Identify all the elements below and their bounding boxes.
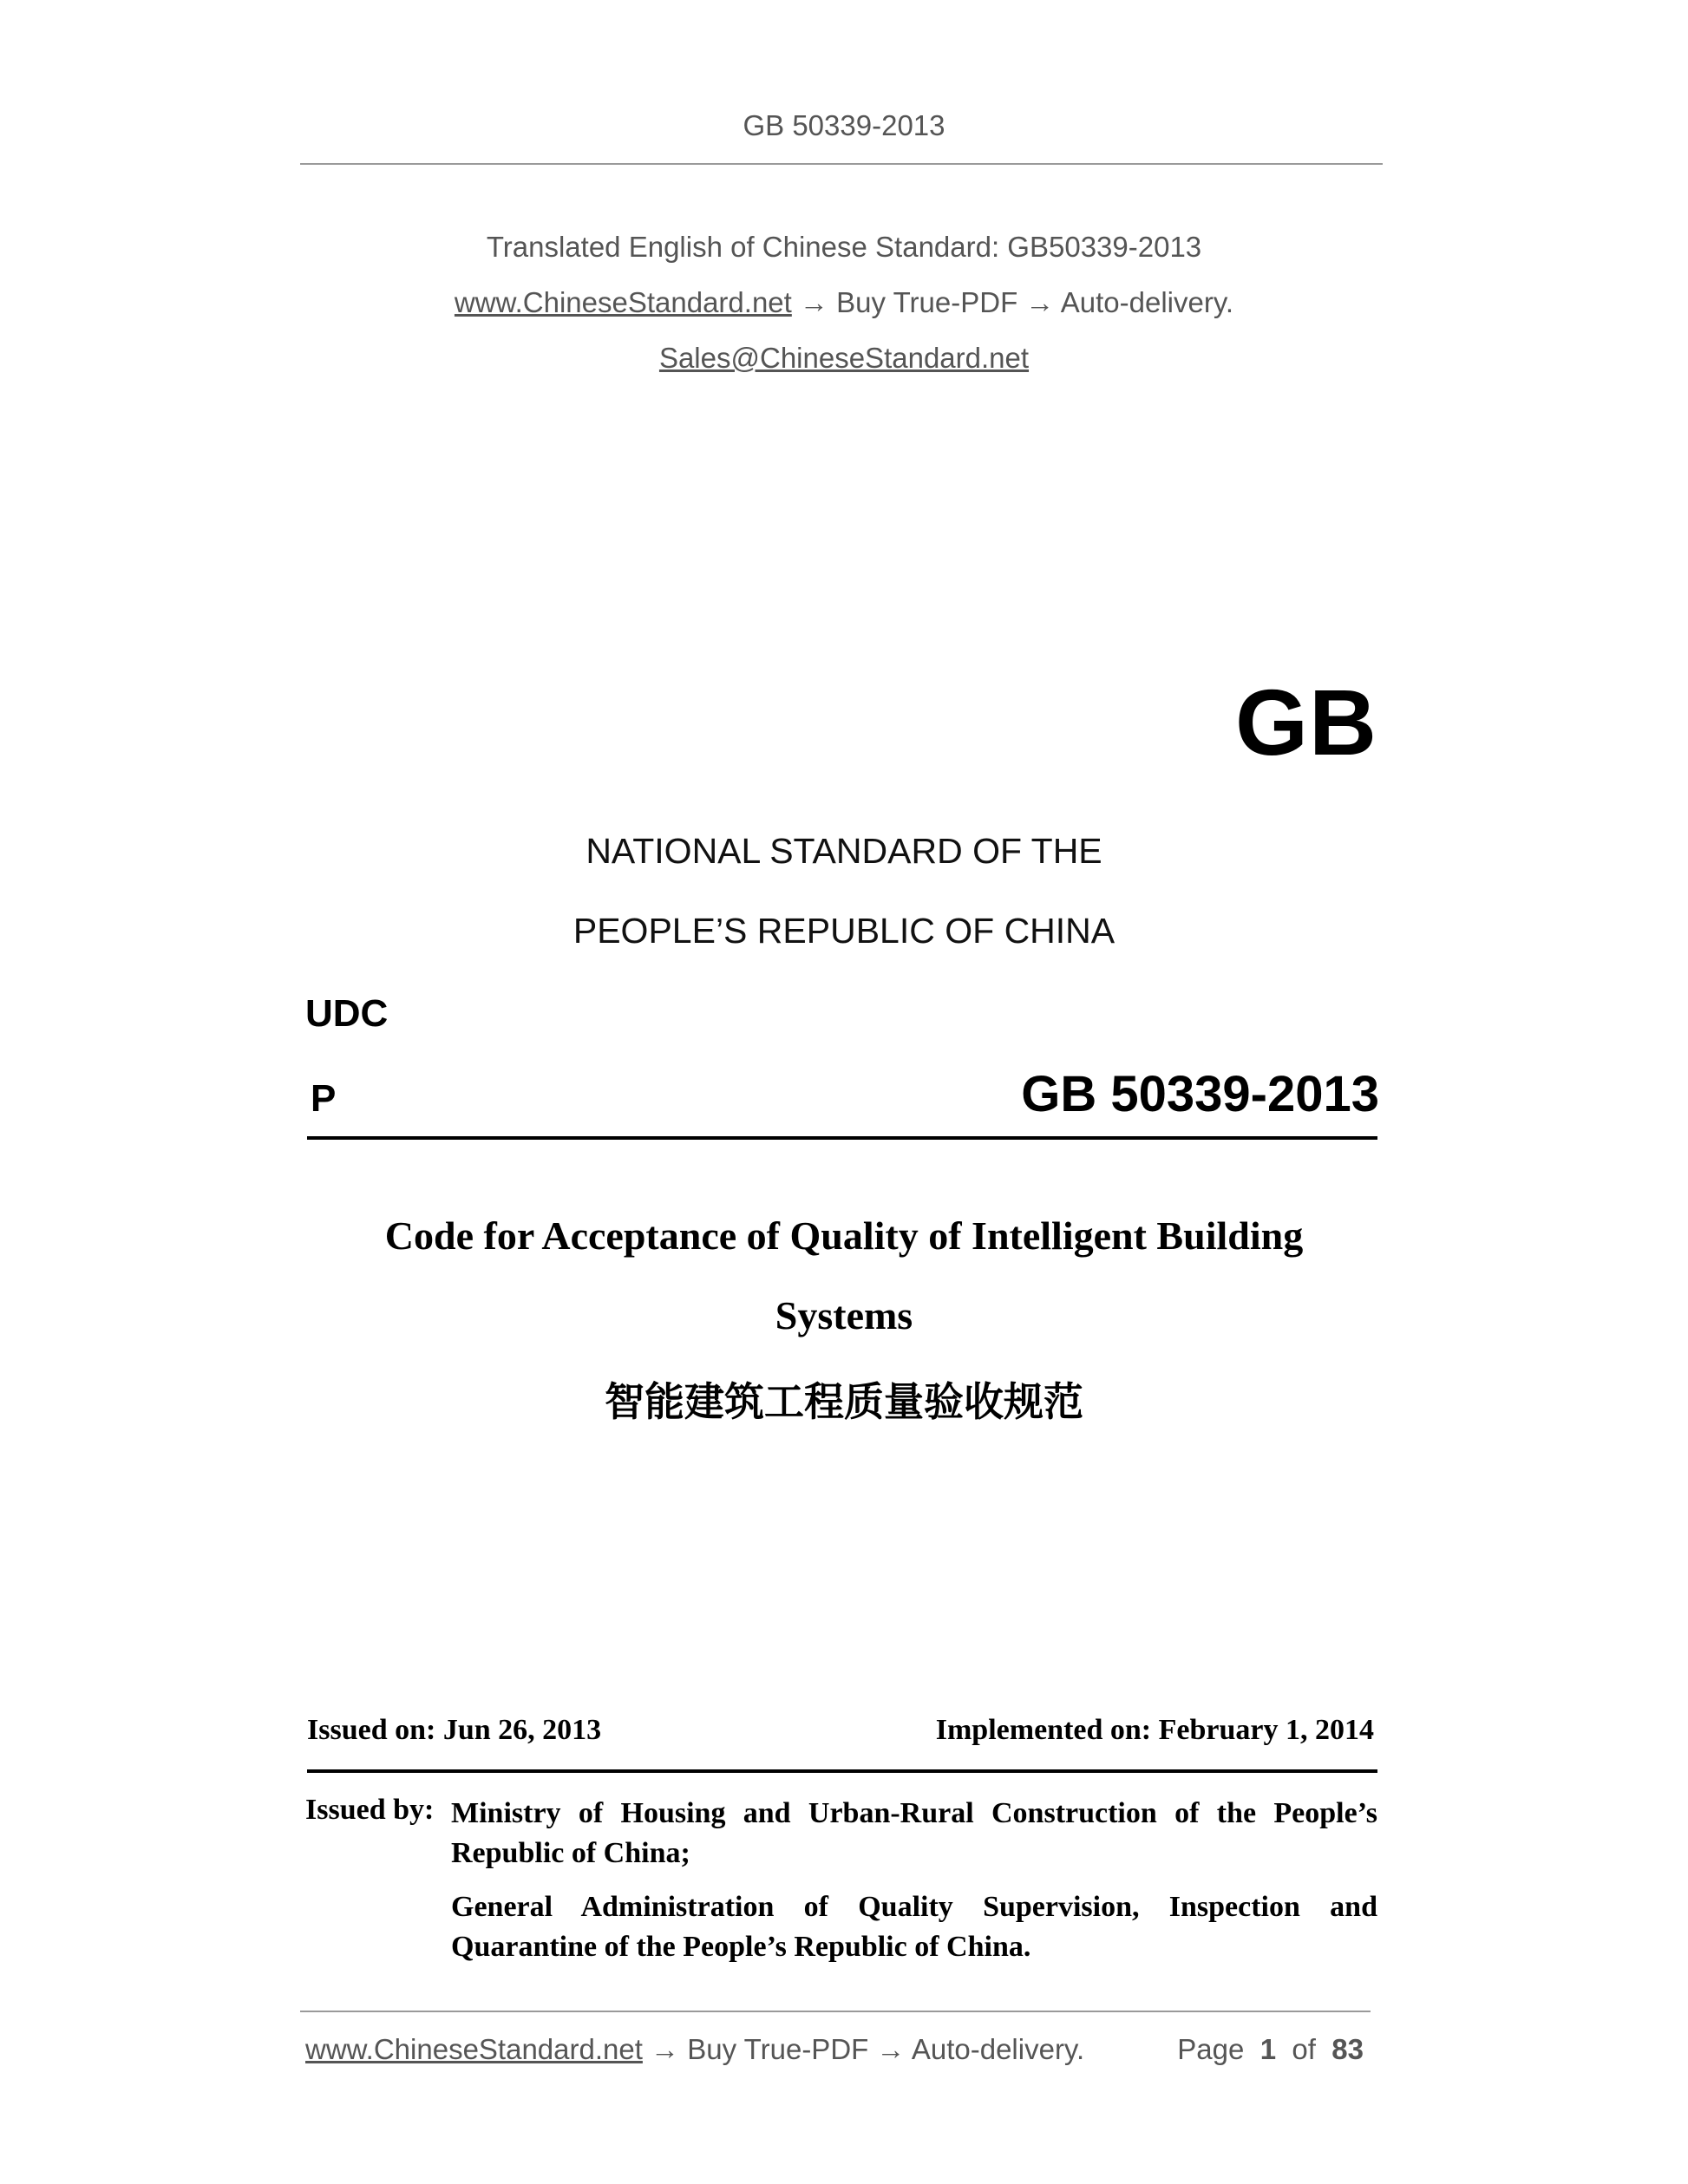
- arrow-icon: →: [1025, 286, 1055, 318]
- english-title-line-2: Systems: [775, 1293, 913, 1337]
- header-divider: [300, 163, 1383, 165]
- issuer-ministry: Ministry of Housing and Urban-Rural Construction of the People’s Republic of China;: [451, 1797, 1377, 1869]
- footer-divider: [300, 2011, 1371, 2012]
- page-current: 1: [1259, 2033, 1277, 2065]
- page-indicator: [1177, 2033, 1364, 2066]
- english-title-line-1: Code for Acceptance of Quality of Intelligent Building: [384, 1213, 1304, 1258]
- standard-number: GB 50339-2013: [1021, 1066, 1379, 1122]
- footer-delivery-text: Auto-delivery.: [911, 2033, 1085, 2065]
- footer-links: [305, 2033, 1084, 2066]
- arrow-icon: →: [800, 286, 828, 318]
- email-row: [0, 342, 1688, 375]
- issuer-aqsiq: General Administration of Quality Supervision, Inspection and Quarantine of the People’s Republic of China.: [451, 1891, 1377, 1963]
- running-header-title: GB 50339-2013: [743, 109, 945, 141]
- issued-by-label: Issued by:: [305, 1794, 435, 1826]
- footer-site-link[interactable]: www.ChineseStandard.net: [305, 2033, 643, 2065]
- thick-divider-top: [307, 1136, 1377, 1140]
- national-standard-line-1: NATIONAL STANDARD OF THE: [586, 831, 1102, 871]
- notice-links-row: [0, 286, 1688, 319]
- arrow-icon: →: [651, 2033, 680, 2065]
- buy-text: Buy True-PDF: [836, 286, 1018, 318]
- site-link[interactable]: www.ChineseStandard.net: [454, 286, 792, 318]
- implemented-on-date: Implemented on: February 1, 2014: [935, 1714, 1374, 1746]
- sales-email-link[interactable]: Sales@ChineseStandard.net: [658, 342, 1030, 374]
- issued-on-date: Issued on: Jun 26, 2013: [307, 1714, 602, 1746]
- gb-logo: GB: [1235, 670, 1377, 775]
- arrow-icon: →: [876, 2033, 906, 2065]
- page-total: 83: [1331, 2033, 1364, 2065]
- of-label: of: [1292, 2033, 1316, 2065]
- delivery-text: Auto-delivery.: [1060, 286, 1234, 318]
- p-code: P: [311, 1077, 337, 1120]
- translation-notice: Translated English of Chinese Standard: GB50339-2013: [486, 231, 1202, 263]
- udc-label: UDC: [305, 992, 389, 1035]
- national-standard-line-2: PEOPLE’S REPUBLIC OF CHINA: [572, 911, 1116, 951]
- chinese-title: 智能建筑工程质量验收规范: [605, 1378, 1083, 1425]
- page-label: Page: [1177, 2033, 1245, 2065]
- footer-buy-text: Buy True-PDF: [687, 2033, 869, 2065]
- thick-divider-bottom: [307, 1769, 1377, 1773]
